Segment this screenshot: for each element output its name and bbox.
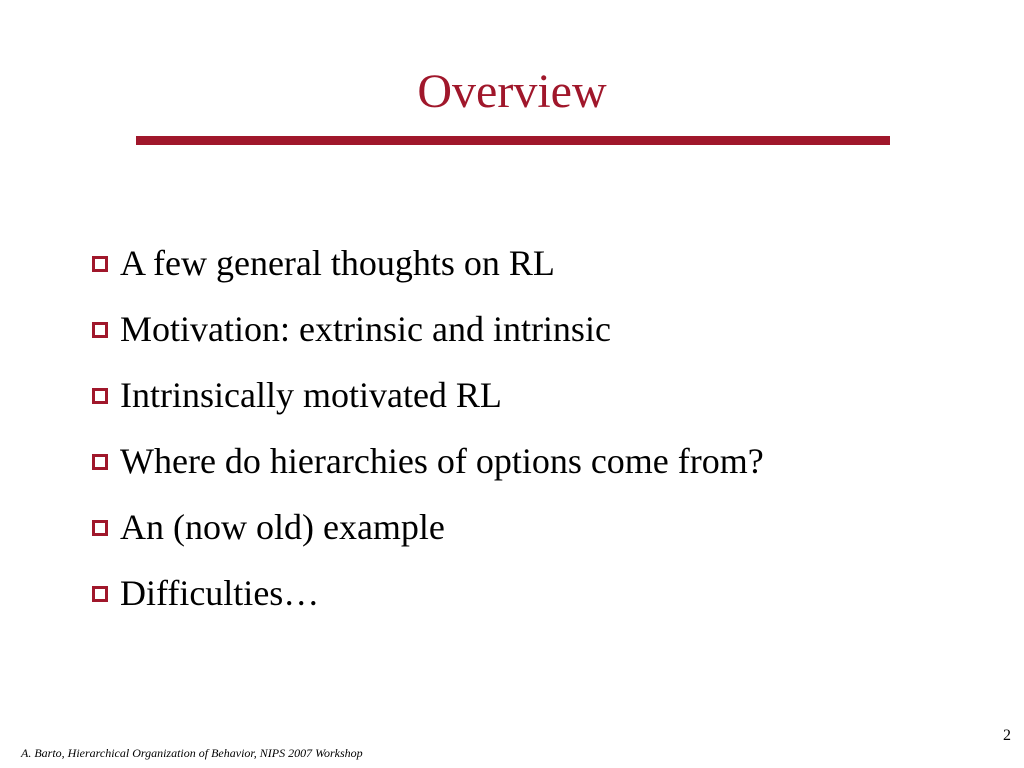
bullet-item bbox=[92, 296, 764, 362]
bullet-text: An (now old) example bbox=[120, 507, 445, 547]
hollow-square-bullet-icon bbox=[92, 388, 108, 404]
slide-title: Overview bbox=[417, 65, 607, 118]
hollow-square-bullet-icon bbox=[92, 454, 108, 470]
page-number: 2 bbox=[1003, 727, 1011, 744]
bullet-item bbox=[92, 494, 764, 560]
hollow-square-bullet-icon bbox=[92, 586, 108, 602]
bullet-text: Intrinsically motivated RL bbox=[120, 375, 502, 415]
bullet-list bbox=[92, 230, 764, 626]
bullet-text: Where do hierarchies of options come from? bbox=[120, 441, 764, 481]
footer-citation: A. Barto, Hierarchical Organization of Behavior, NIPS 2007 Workshop bbox=[21, 746, 363, 760]
bullet-item bbox=[92, 428, 764, 494]
title-underline-rule bbox=[136, 136, 890, 145]
bullet-text: Difficulties… bbox=[120, 573, 320, 613]
hollow-square-bullet-icon bbox=[92, 520, 108, 536]
hollow-square-bullet-icon bbox=[92, 256, 108, 272]
bullet-text: A few general thoughts on RL bbox=[120, 243, 555, 283]
bullet-text: Motivation: extrinsic and intrinsic bbox=[120, 309, 611, 349]
bullet-item bbox=[92, 230, 764, 296]
hollow-square-bullet-icon bbox=[92, 322, 108, 338]
bullet-item bbox=[92, 362, 764, 428]
bullet-item bbox=[92, 560, 764, 626]
